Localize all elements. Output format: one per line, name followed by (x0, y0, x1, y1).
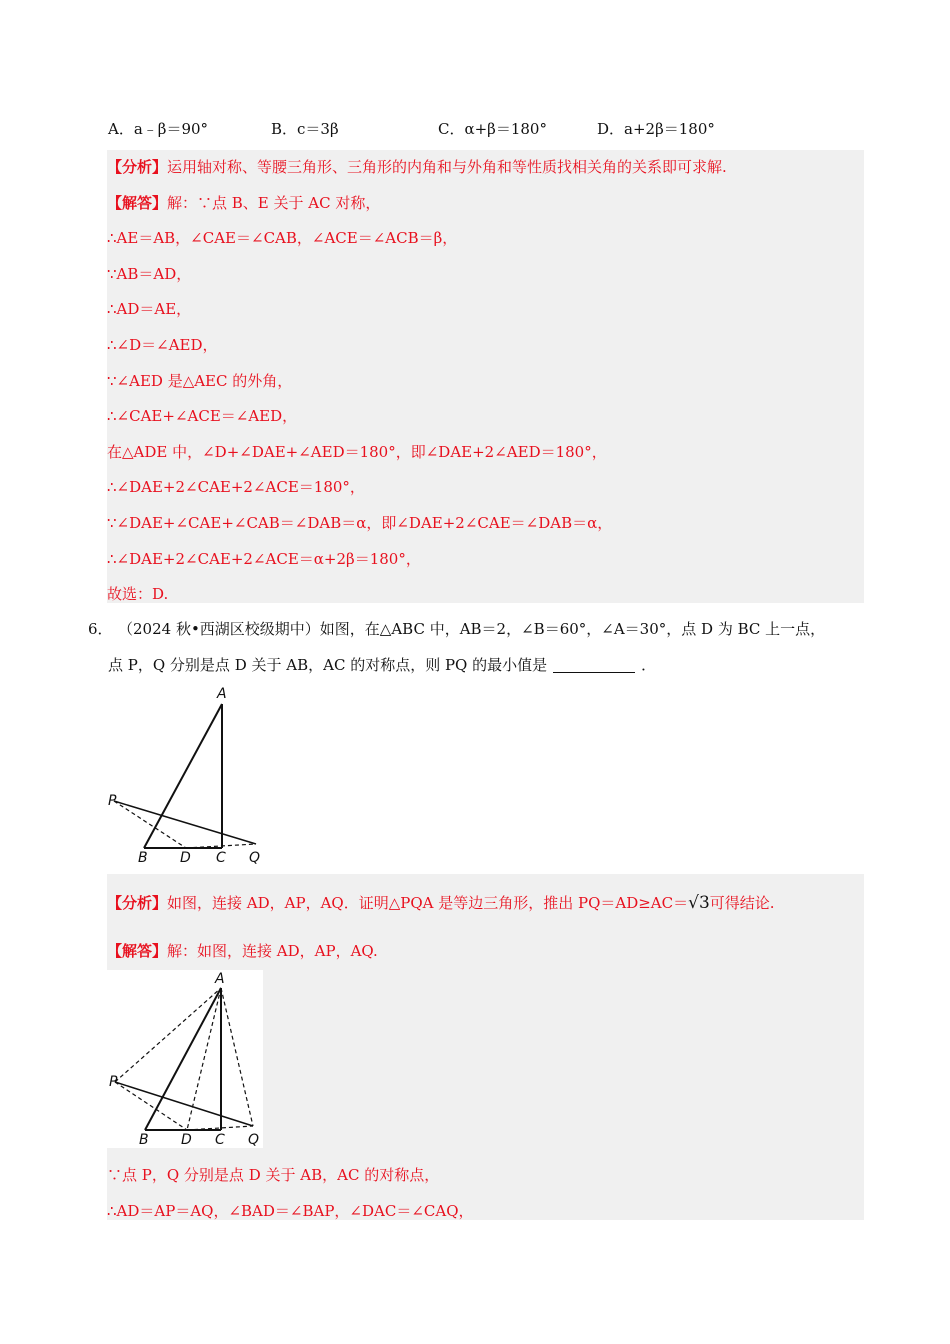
triangle-figure (106, 684, 266, 866)
sqrt-three: √3 (688, 893, 710, 913)
solution-line-7 (107, 370, 292, 391)
solution-line-9 (107, 441, 607, 462)
solution-text: ∴∠DAE+2∠CAE+2∠ACE＝180°， (107, 478, 365, 497)
answer-blank (553, 658, 635, 673)
solution-line-13 (107, 583, 168, 604)
solution-block-q5 (107, 150, 864, 603)
solution-text: ∴AE＝AB，∠CAE＝∠CAB，∠ACE＝∠ACB＝β， (107, 229, 458, 248)
solution-text: ∴∠D＝∠AED， (107, 336, 218, 354)
solution-line-2 (107, 192, 380, 213)
solution-line-12 (107, 548, 421, 569)
solution-text: ∵∠AED 是△AEC 的外角， (107, 371, 293, 390)
label-q: Q (248, 1132, 260, 1148)
question-text-line1: （2024 秋•西湖区校级期中）如图，在△ABC 中，AB＝2，∠B＝60°，∠A＝30°，点 D 为 BC 上一点， (118, 620, 826, 638)
solution-text: 在△ADE 中，∠D+∠DAE+∠AED＝180°，即∠DAE+2∠AED＝180°， (107, 442, 607, 461)
option-b: B．c＝3β (271, 120, 339, 138)
solution-line-4 (107, 263, 191, 284)
analysis-line (107, 892, 775, 913)
label-p: P (109, 1074, 118, 1090)
triangle-figure-solution (107, 970, 263, 1148)
solution-line-6 (107, 334, 218, 355)
analysis-end: 可得结论. (709, 894, 775, 912)
solution-text: 故选：D. (107, 585, 169, 604)
solution-text: ∴AD＝AE， (107, 300, 192, 319)
solution-line-4: ∴AD＝AP＝AQ，∠BAD＝∠BAP，∠DAC＝∠CAQ， (107, 1202, 474, 1220)
solution-text: ∴∠CAE+∠ACE＝∠AED， (107, 407, 298, 426)
label-c: C (216, 850, 226, 866)
label-d: D (180, 850, 191, 866)
solution-line-1 (107, 156, 727, 177)
label-d: D (181, 1132, 192, 1148)
solution-block-q6 (107, 874, 864, 1220)
solution-tag: 【分析】 (107, 158, 168, 176)
solution-line-8 (107, 405, 297, 426)
solution-text: 解：∵点 B、E 关于 AC 对称， (167, 193, 381, 212)
answer-line (107, 940, 378, 961)
analysis-tag: 【分析】 (107, 894, 168, 912)
option-a: A．a﹣β＝90° (108, 120, 209, 138)
question-text-line2 (108, 654, 656, 675)
analysis-text: 如图，连接 AD，AP，AQ．证明△PQA 是等边三角形，推出 PQ＝AD≥AC＝ (167, 894, 689, 912)
solution-line-10 (107, 476, 365, 497)
label-q: Q (249, 850, 261, 866)
question-text-line2-end: ． (641, 656, 657, 674)
solution-text: ∵AB＝AD， (107, 264, 192, 283)
solution-tag: 【解答】 (107, 193, 168, 212)
solution-line-3 (107, 227, 457, 248)
label-a: A (217, 686, 227, 702)
solution-text: ∴∠DAE+2∠CAE+2∠ACE＝α+2β＝180°， (107, 549, 421, 568)
solution-text: ∵∠DAE+∠CAE+∠CAB＝∠DAB＝α，即∠DAE+2∠CAE＝∠DAB＝α， (107, 514, 613, 532)
solution-line-11 (107, 512, 612, 533)
solution-text: 运用轴对称、等腰三角形、三角形的内角和与外角和等性质找相关角的关系即可求解. (167, 158, 727, 176)
question-number: 6． (88, 620, 113, 638)
solution-line-3: ∵点 P，Q 分别是点 D 关于 AB，AC 的对称点， (107, 1166, 440, 1184)
option-c: C．α+β＝180° (438, 120, 547, 138)
label-a: A (215, 971, 225, 987)
label-b: B (138, 850, 148, 866)
label-b: B (139, 1132, 149, 1148)
option-d: D．a+2β＝180° (597, 120, 715, 138)
answer-tag: 【解答】 (107, 942, 168, 960)
answer-text: 解：如图，连接 AD，AP，AQ. (167, 942, 378, 960)
label-p: P (108, 793, 117, 809)
question-text-line2-main: 点 P，Q 分别是点 D 关于 AB，AC 的对称点，则 PQ 的最小值是 (108, 656, 548, 674)
solution-line-5 (107, 298, 191, 319)
label-c: C (215, 1132, 225, 1148)
